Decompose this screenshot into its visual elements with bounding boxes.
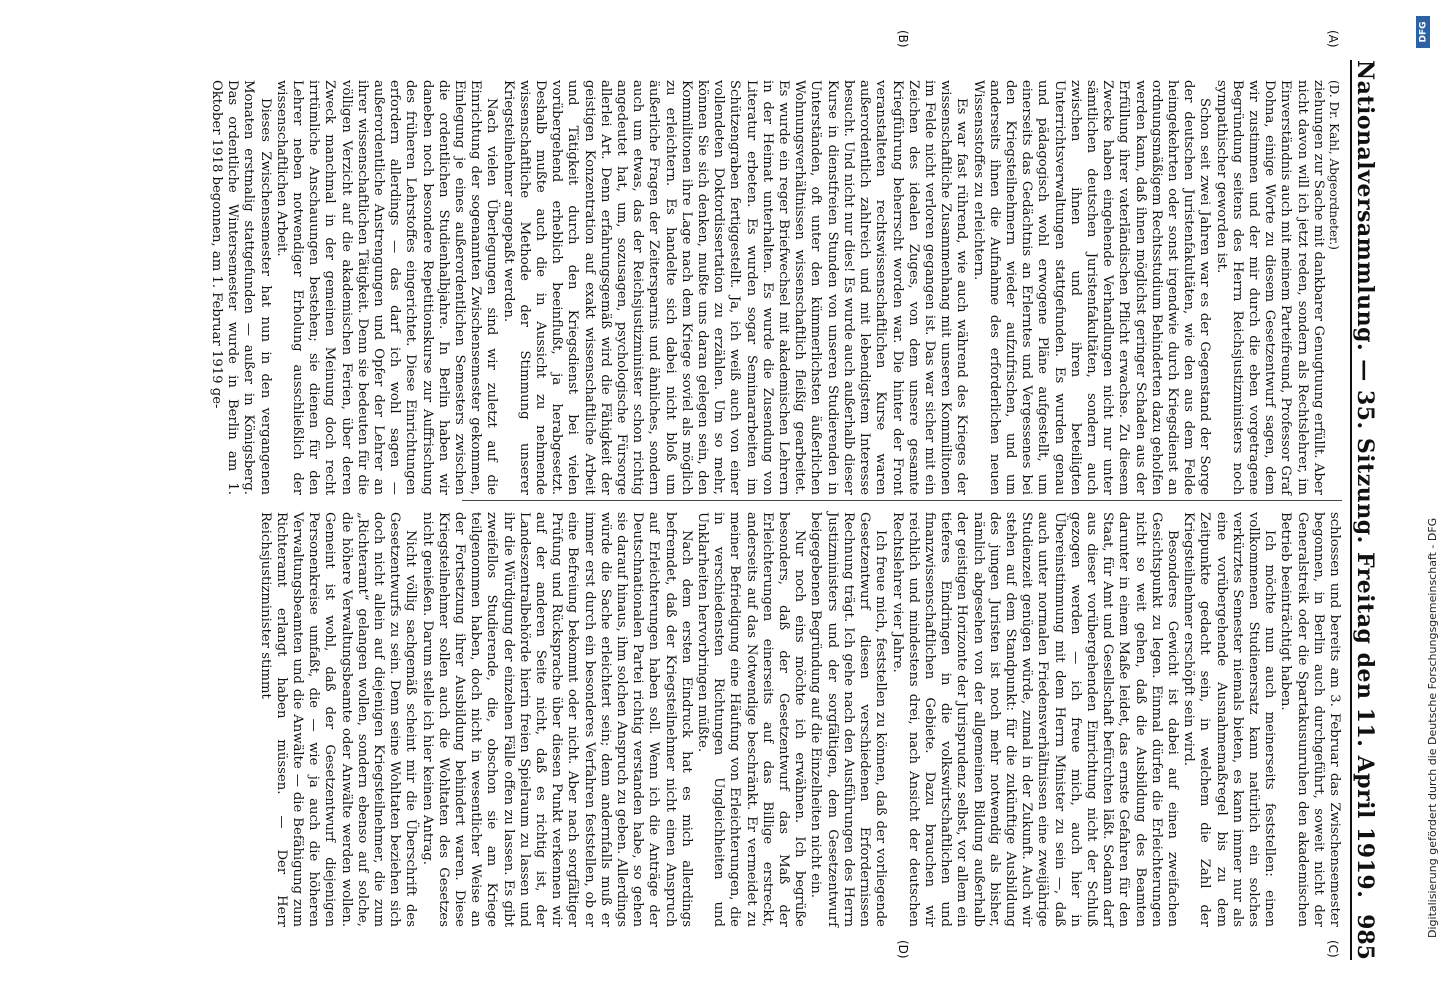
paragraph: Nach vielen Überlegungen sind wir zuletzt auf die Einrichtung der sogenannten Zwischensemester gekommen, Einlegung je eines außerordentlichen Semesters zwischen die ordentlichen Studienhalbjahre. In Berlin haben wir daneben noch besondere Repetitionskurse zur Auffrischung des früheren Lehrstoffes eingerichtet. Diese Einrichtungen erfordern allerdings — das darf ich wohl sagen — außerordentliche Anstrengungen und Opfer der Lehrer an ihrer wissenschaftlichen Tätigkeit. Denn sie bedeuten für die völligen Verzicht auf die akademischen Ferien, über deren Zweck manchmal in der gemeinen Meinung doch recht irrtümliche Anschauungen bestehen; sie dienen für den Lehrer neben notwendiger Erholung ausschließlich der wissenschaftlichen Arbeit. — [273, 80, 500, 495]
column-rule — [462, 500, 1342, 501]
margin-marker-a: (A) — [1326, 30, 1340, 48]
paragraph: Nach dem ersten Eindruck hat es mich allerdings befremdet, daß der Kriegsteilnehmer nicht einen Anspruch auf Erleichterungen haben soll. Wenn ich die Anträge der Deutschnationalen Partei richtig verstanden habe, so gehen sie darauf hinaus, ihm solchen Anspruch zu geben. Allerdings würde die Sache erleichtert sein; denn andernfalls muß er immer erst durch ein besonderes Verfahren feststellen, ob er eine Befreiung bekommt oder nicht. Aber nach sorgfältiger Prüfung und Rücksprache über diesen Punkt verkennen wir auf der anderen Seite nicht, daß es richtig ist, der Landeszentralbehörde hierin freien Spielraum zu lassen und ihr die Würdigung der einzelnen Fälle offen zu lassen. Es gibt zweifellos Studierende, die, obschon sie am Kriege teilgenommen haben, doch nicht in wesentlicher Weise an der Fortsetzung ihrer Ausbildung behindert waren. Diese Kriegsteilnehmer sollen auch die Wohltaten des Gesetzes nicht genießen. Darum stelle ich hier keinen Antrag. — [419, 512, 694, 927]
paragraph: Schon seit zwei Jahren war es der Gegenstand der Sorge der deutschen Juristenfakultäten, wie den aus dem Felde heimgekehrten oder sonst irgendwie durch Kriegsdienst an ordnungsmäßigem Rechtsstudium Behinderten dazu geholfen werden kann, daß ihnen möglichst geringer Schaden aus der Erfüllung ihrer vaterländischen Pflicht erwachse. Zu diesem Zwecke haben eingehende Verhandlungen nicht nur unter sämtlichen deutschen Juristenfakultäten, sondern auch zwischen ihnen und ihren beteiligten Unterrichtsverwaltungen stattgefunden. Es wurden genau und pädagogisch wohl erwogene Pläne aufgestellt, um einerseits das Gedächtnis an Erlerntes und Vergessenes bei den Kriegsteilnehmern wieder aufzufrischen, und um anderseits ihnen die Aufnahme des erforderlichen neuen Wissensstoffes zu erleichtern. — [970, 80, 1213, 495]
paragraph: Besonderes Gewicht ist dabei auf einen zweifachen Gesichtspunkt zu legen. Einmal dürfen die Erleichterungen nicht so weit gehen, daß die Ausbildung des Beamten darunter in einem Maße leidet, das ernste Gefahren für den Staat, für Amt und Gesellschaft befürchten läßt. Sodann darf aus dieser vorübergehenden Einrichtung nicht der Schluß gezogen werden — ich freue mich, auch hier in Übereinstimmung mit dem Herrn Minister zu sein —, daß auch unter normalen Friedensverhältnissen eine zweijährige Studienzeit genügen würde, zumal in der Zukunft. Auch wir stehen auf dem Standpunkt: für die zukünftige Ausbildung des jungen Juristen ist noch mehr notwendig als bisher, nämlich abgesehen von der allgemeinen Bildung außerhalb der geistigen Horizonte der Jurisprudenz selbst, vor allem ein tieferes Eindringen in die volkswirtschaftlichen und finanzwissenschaftlichen Gebiete. Dazu brauchen wir reichlich und mindestens drei, nach Ansicht der deutschen Rechtslehrer vier Jahre. — [889, 512, 1180, 927]
speaker-line: (D. Dr. Kahl, Abgeordneter.) — [1327, 80, 1341, 250]
page-number: 985 — [1352, 914, 1378, 960]
margin-marker-c: (C) — [1326, 940, 1340, 958]
header-title: Nationalversammlung. — 35. Sitzung. Freitag den 11. April 1919. — [1352, 60, 1378, 899]
paragraph: schlossen und bereits am 3. Februar das Zwischensemester begonnen, in Berlin auch durchgeführt, soweit nicht der Generalstreik oder die Spartakusunruhen den akademischen Betrieb beeinträchtigt haben. — [1278, 512, 1342, 927]
paragraph: Nicht völlig sachgemäß scheint mir die Überschrift des Gesetzentwurfs zu sein. Denn seine Wohltaten beziehen sich doch nicht allein auf diejenigen Kriegsteilnehmer, die zum „Richteramt“ gelangen wollen, sondern ebenso auf solche, die höhere Verwaltungsbeamte oder Anwälte werden wollen. Gemeint ist wohl, daß der Gesetzentwurf diejenigen Personenkreise umfaßt, die — wie ja auch die höheren Verwaltungsbeamten und die Anwälte — die Befähigung zum Richteramt erlangt haben müssen. — Der Herr Reichsjustizminister stimmt — [257, 512, 419, 927]
margin-marker-d: (D) — [896, 940, 910, 959]
funding-note: Digitalisierung gefördert durch die Deutsche Forschungsgemeinschaft - DFG — [1426, 517, 1439, 938]
paragraph: ziehungen zur Sache mit dankbarer Genugtuung erfüllt. Aber nicht davon will ich jetzt reden, sondern als Rechtslehrer, im Einverständnis auch mit meinem Parteifreund, Professor Graf Dohna, einige Worte zu diesem Gesetzentwurf sagen, dem wir zustimmen und der mir durch die eben vorgetragene Begründung seitens des Herrn Reichsjustizministers noch sympathischer geworden ist. — [1213, 80, 1326, 495]
paragraph: Nur noch eins möchte ich erwähnen. Ich begrüße besonders, daß der Gesetzentwurf das Maß der Erleichterungen einerseits auf das Billige erstreckt, anderseits auf das Notwendige beschränkt. Er vermeidet zu meiner Befriedigung eine Häufung von Erleichterungen, die in verschiedensten Richtungen Ungleichheiten und Unklarheiten hervorbringen müßte. — [695, 512, 808, 927]
margin-marker-b: (B) — [896, 30, 910, 48]
dfg-logo — [1416, 16, 1430, 48]
dfg-logo-text: DFG — [1418, 21, 1429, 43]
left-column — [208, 80, 1342, 495]
page-header — [1350, 60, 1392, 960]
paragraph: Dieses Zwischensemester hat nun in den vergangenen Monaten erstmalig stattgefunden — außer in Königsberg. Das ordentliche Wintersemester wurde in Berlin am 1. Oktober 1918 begonnen, am 1. Februar 1919 ge- — [208, 80, 273, 495]
paragraph: Ich möchte nun auch meinerseits feststellen: einen vollkommenen Studienersatz kann natürlich ein solches verkürztes Semester niemals bieten, es kann immer nur als eine vorübergehende Ausnahmemaßregel bis zu dem Zeitpunkte gedacht sein, in welchem die Zahl der Kriegsteilnehmer erschöpft sein wird. — [1181, 512, 1278, 927]
paragraph: Ich freue mich, feststellen zu können, daß der vorliegende Gesetzentwurf diesen verschiedenen Erfordernissen Rechnung trägt. Ich gehe nach den Ausführungen des Herrn Justizministers und der sorgfältigen, dem Gesetzentwurf beigegebenen Begründung auf die Einzelheiten nicht ein. — [808, 512, 889, 927]
digitization-note — [1412, 8, 1439, 988]
right-column — [256, 512, 1342, 927]
paragraph: Es war fast rührend, wie auch während des Krieges der wissenschaftliche Zusammenhang mit unseren Kommilitonen im Felde nicht verloren gegangen ist. Das war sicher mit ein Zeichen des idealen Zuges, von dem unsere gesamte Kriegführung beherrscht worden war. Die hinter der Front veranstalteten rechtswissenschaftlichen Kurse waren außerordentlich zahlreich und mit lebendigstem Interesse besucht. Und nicht nur dies! Es wurde auch außerhalb dieser Kurse in dienstfreien Stunden von unseren Studierenden in Unterständen, oft unter den kümmerlichsten äußerlichen Wohnungsverhältnissen wissenschaftlich fleißig gearbeitet. Es wurde ein reger Briefwechsel mit akademischen Lehrern in der Heimat unterhalten. Es wurde die Zusendung von Literatur erbeten. Es wurden sogar Seminararbeiten im Schützengraben fertiggestellt. Ja, ich weiß auch von einer vollendeten Doktordissertation zu erzählen. Um so mehr, können Sie sich denken, mußte uns daran gelegen sein, den Kommilitonen ihre Lage nach dem Kriege soviel als möglich zu erleichtern. Es handelte sich dabei nicht bloß um äußerliche Fragen der Zeitersparnis und ähnliches, sondern auch um etwas, das der Reichsjustizminister schon richtig angedeutet hat, um, sozusagen, psychologische Fürsorge allerlei Art. Denn erfahrungsgemäß wird die Fähigkeit der geistigen Konzentration auf exakt wissenschaftliche Arbeit und Tätigkeit durch den Kriegsdienst bei vielen vorübergehend erheblich beeinflußt, ja herabgesetzt. Deshalb mußte auch die in Aussicht zu nehmende wissenschaftliche Methode der Stimmung unserer Kriegsteilnehmer angepaßt werden. — [500, 80, 970, 495]
